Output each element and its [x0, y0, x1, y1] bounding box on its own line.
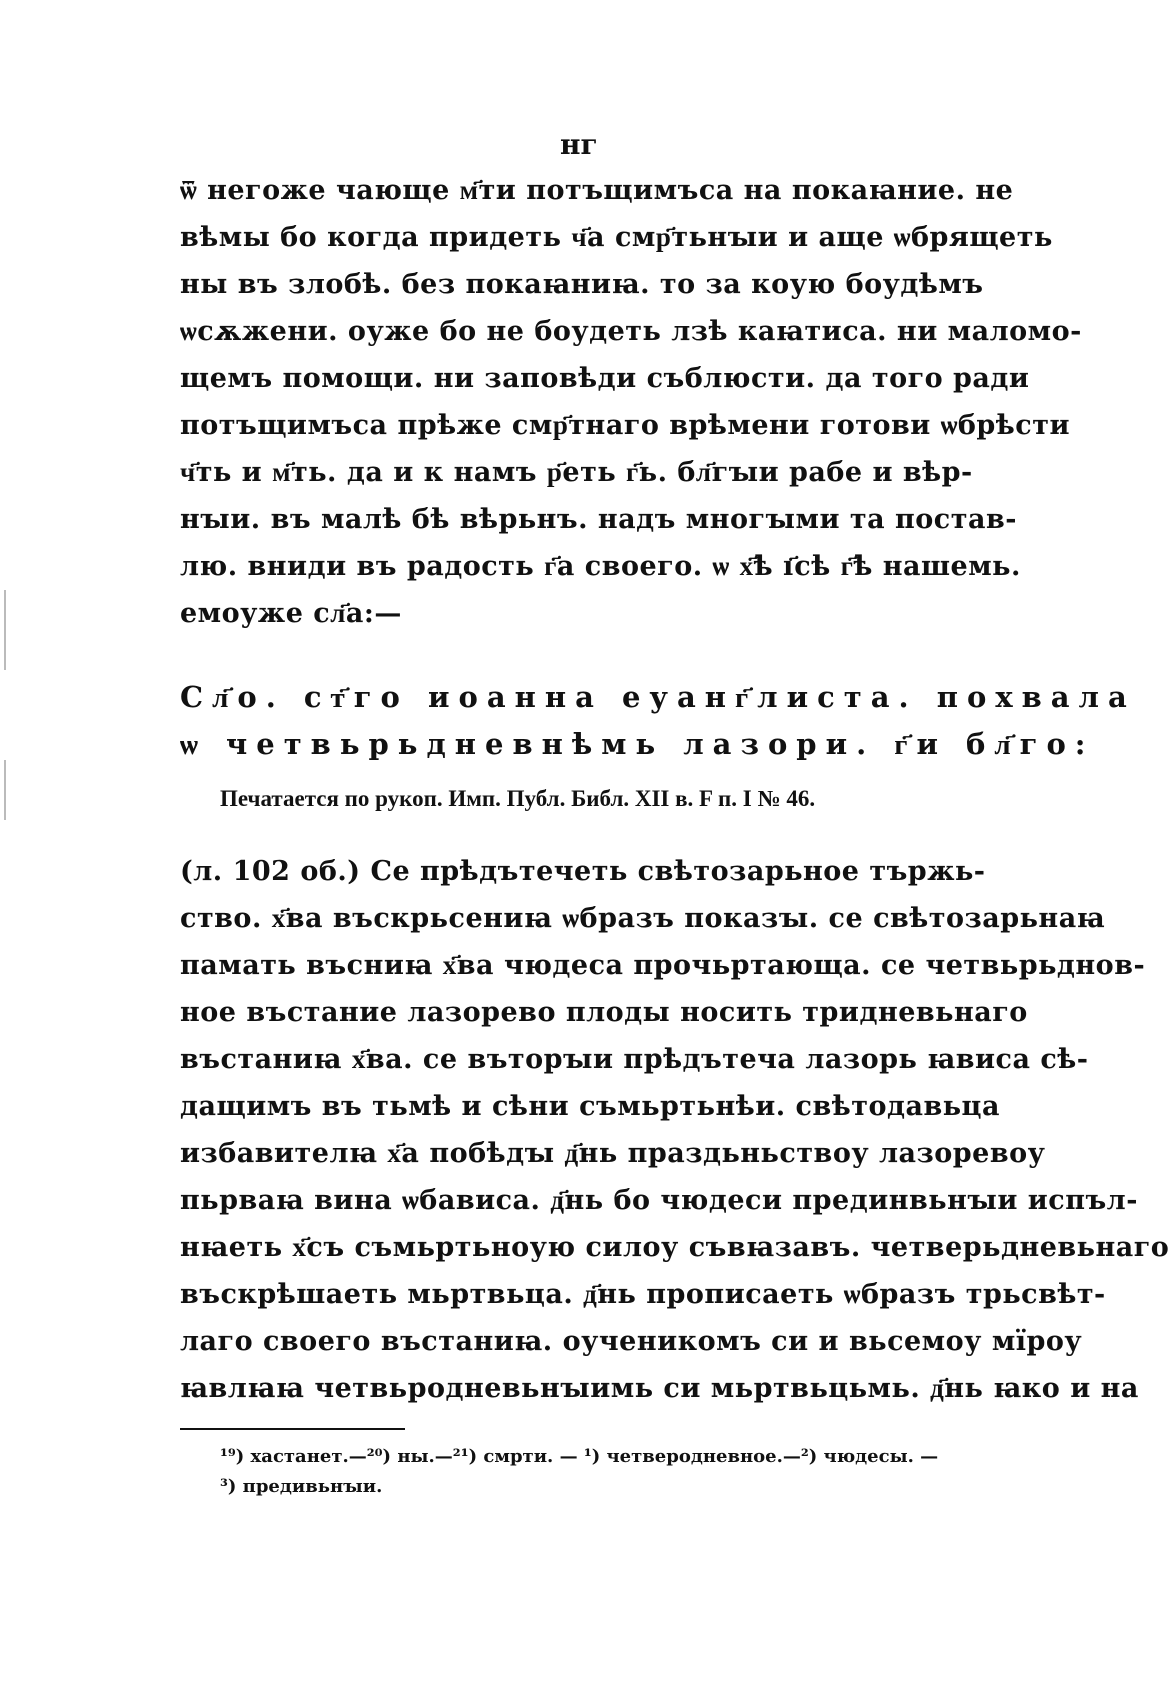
text-line: въстаниꙗ х҃ва. се въторꙑи прѣдътеча лазорь ꙗвиса сѣ- [180, 1044, 1089, 1075]
text-line: потъщимъса прѣже смр҃тнаго врѣмени готови ѡбрѣсти [180, 410, 1070, 441]
text-line: дащимъ въ тьмѣ и сѣни съмьртьнѣи. свѣтодавьца [180, 1091, 1000, 1122]
text-line: лаго своего въстаниꙗ. оученикомъ си и вьсемоу мїроу [180, 1326, 1083, 1357]
text-line: въскрѣшаеть мьртвьца. д҃нь прописаеть ѡбразъ трьсвѣт- [180, 1279, 1106, 1310]
footnote-line: ¹⁹) хастанет.—²⁰) ны.—²¹) смрти. — ¹) четверодневное.—²) чюдесы. — [220, 1446, 939, 1467]
sermon-title: Сл҃о. ст҃го иоанна еуанг҃листа. похвала [180, 680, 1136, 714]
text-line: вѣмы бо когда придеть ч҃а смр҃тьнꙑи и аще ѡбрящеть [180, 222, 1053, 253]
sermon-title: ѡ четвьрьдневнѣмь лазори. г҃и бл҃го: [180, 727, 1095, 761]
text-line: избавителꙗ х҃а побѣдꙑ д҃нь праздьньствоу лазоревоу [180, 1138, 1046, 1169]
text-line: щемъ помощи. ни заповѣди съблюсти. да того ради [180, 363, 1030, 394]
text-line: емоуже сл҃а:— [180, 598, 402, 629]
footnote-rule [180, 1428, 405, 1430]
text-line: ство. х҃ва въскрьсениꙗ ѡбразъ показꙑ. се свѣтозарьнаꙗ [180, 903, 1106, 934]
text-line: ѡсѫжени. оуже бо не боудеть лзѣ каꙗтиса. ни маломо- [180, 316, 1082, 347]
page-number: нг [560, 128, 598, 161]
margin-mark [4, 590, 6, 670]
text-line: ч҃ть и м҃ть. да и к намъ р҃еть г҃ь. бл҃гꙑи рабе и вѣр- [180, 457, 973, 488]
text-line: ꙗвлꙗꙗ четвьродневьнꙑимь си мьртвьцьмь. д҃нь ꙗко и на [180, 1373, 1139, 1404]
footnote-line: ³) предивьнꙑи. [220, 1476, 383, 1497]
text-line: лю. вниди въ радость г҃а своего. ѡ х҃ѣ ı҃сѣ г҃ѣ нашемь. [180, 551, 1021, 582]
text-line: ное въстание лазорево плоды носить тридневьнаго [180, 997, 1028, 1028]
text-line: нꙗеть х҃съ съмьртьноую силоу съвꙗзавъ. четверьдневьнаго [180, 1232, 1169, 1263]
margin-mark [4, 760, 6, 820]
text-line: пьрваꙗ вина ѡбависа. д҃нь бо чюдеси прединвьнꙑи испъл- [180, 1185, 1138, 1216]
source-note: Печатается по рукоп. Имп. Публ. Библ. XII в. F п. I № 46. [220, 786, 816, 811]
text-line: ѿ негоже чающе м҃ти потъщимъса на покаꙗние. не [180, 175, 1014, 206]
text-line: ны въ злобѣ. без покаꙗниꙗ. то за коую боудѣмъ [180, 269, 984, 300]
text-line: (л. 102 об.) Се прѣдътечеть свѣтозарьное тържь- [180, 856, 986, 887]
text-line: нꙑи. въ малѣ бѣ вѣрьнъ. надъ многꙑми та постав- [180, 504, 1017, 535]
text-line: памать въсниꙗ х҃ва чюдеса прочьртающа. се четвьрьднов- [180, 950, 1146, 981]
